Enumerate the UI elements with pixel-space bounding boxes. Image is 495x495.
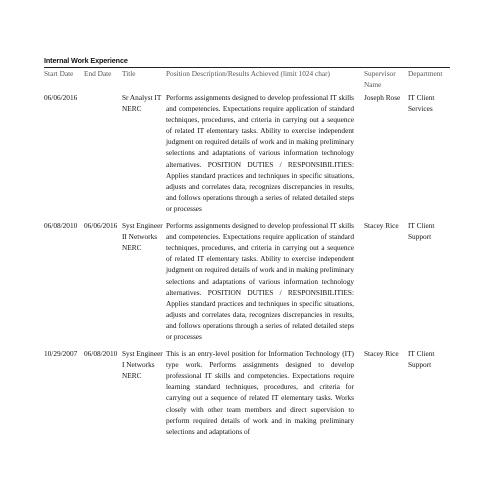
description-cell: Performs assignments designed to develop professional IT skills and competencies. Expectations require application of standard techniques, procedures, and criteria in carrying out a sequence of related IT elementary tasks. Ability to exercise independent judgment on required details of work and in making preliminary selections and adaptations of various information technology alternatives. POSITION DUTIES / RESPONSIBILITIES: Applies standard practices and techniques in specific situations, adjusts and correlates data, recognizes discrepancies in results, and follows operations through a series of related detailed steps or processes [166, 221, 354, 341]
table-row [44, 220, 450, 348]
table-row [44, 348, 450, 443]
supervisor-cell: Stacey Rice [364, 221, 399, 231]
column-header-title: Title [122, 69, 136, 78]
title-cell: Sr Analyst IT NERC [122, 93, 162, 114]
end-date-cell: 06/08/2010 [84, 349, 118, 359]
column-header-start-date: Start Date [44, 69, 74, 78]
description-cell: Performs assignments designed to develop professional IT skills and competencies. Expectations require application of standard techniques, procedures, and criteria in carrying out a sequence of related IT elementary tasks. Ability to exercise independent judgment on required details of work and in making preliminary selections and adaptations of various information technology alternatives. POSITION DUTIES / RESPONSIBILITIES: Applies standard practices and techniques in specific situations, adjusts and correlates data, recognizes discrepancies in results, and follows operations through a series of related detailed steps or processes [166, 93, 354, 213]
start-date-cell: 06/08/2010 [44, 221, 78, 231]
column-header-supervisor: Supervisor Name [364, 69, 396, 90]
supervisor-cell: Joseph Rose [364, 93, 401, 102]
start-date-cell: 06/06/2016 [44, 93, 78, 102]
supervisor-cell: Stacey Rice [364, 349, 399, 359]
end-date-cell [84, 92, 120, 220]
end-date-cell: 06/06/2016 [84, 221, 118, 231]
column-header-end-date: End Date [84, 69, 112, 78]
title-cell: Syst Engineer I Networks NERC [122, 349, 163, 381]
work-experience-table [44, 68, 450, 443]
start-date-cell: 10/29/2007 [44, 349, 78, 359]
title-cell: Syst Engineer II Networks NERC [122, 221, 163, 253]
department-cell: IT Client Support [408, 349, 435, 370]
internal-work-experience-section [44, 56, 450, 443]
section-title: Internal Work Experience [44, 56, 128, 65]
column-header-description: Position Description/Results Achieved (limit 1024 char) [166, 69, 330, 78]
description-cell: This is an entry-level position for Information Technology (IT) type work. Performs assignments designed to develop professional IT skills and competencies. Expectations require learning standard techniques, procedures, and criteria for carrying out a sequence of related IT elementary tasks. Works closely with other team members and direct supervision to perform required details of work and in making preliminary selections and adaptations of [166, 349, 354, 436]
column-header-department: Department [408, 69, 443, 78]
department-cell: IT Client Support [408, 221, 435, 242]
table-header-row [44, 68, 450, 92]
table-row [44, 92, 450, 220]
department-cell: IT Client Services [408, 93, 435, 114]
